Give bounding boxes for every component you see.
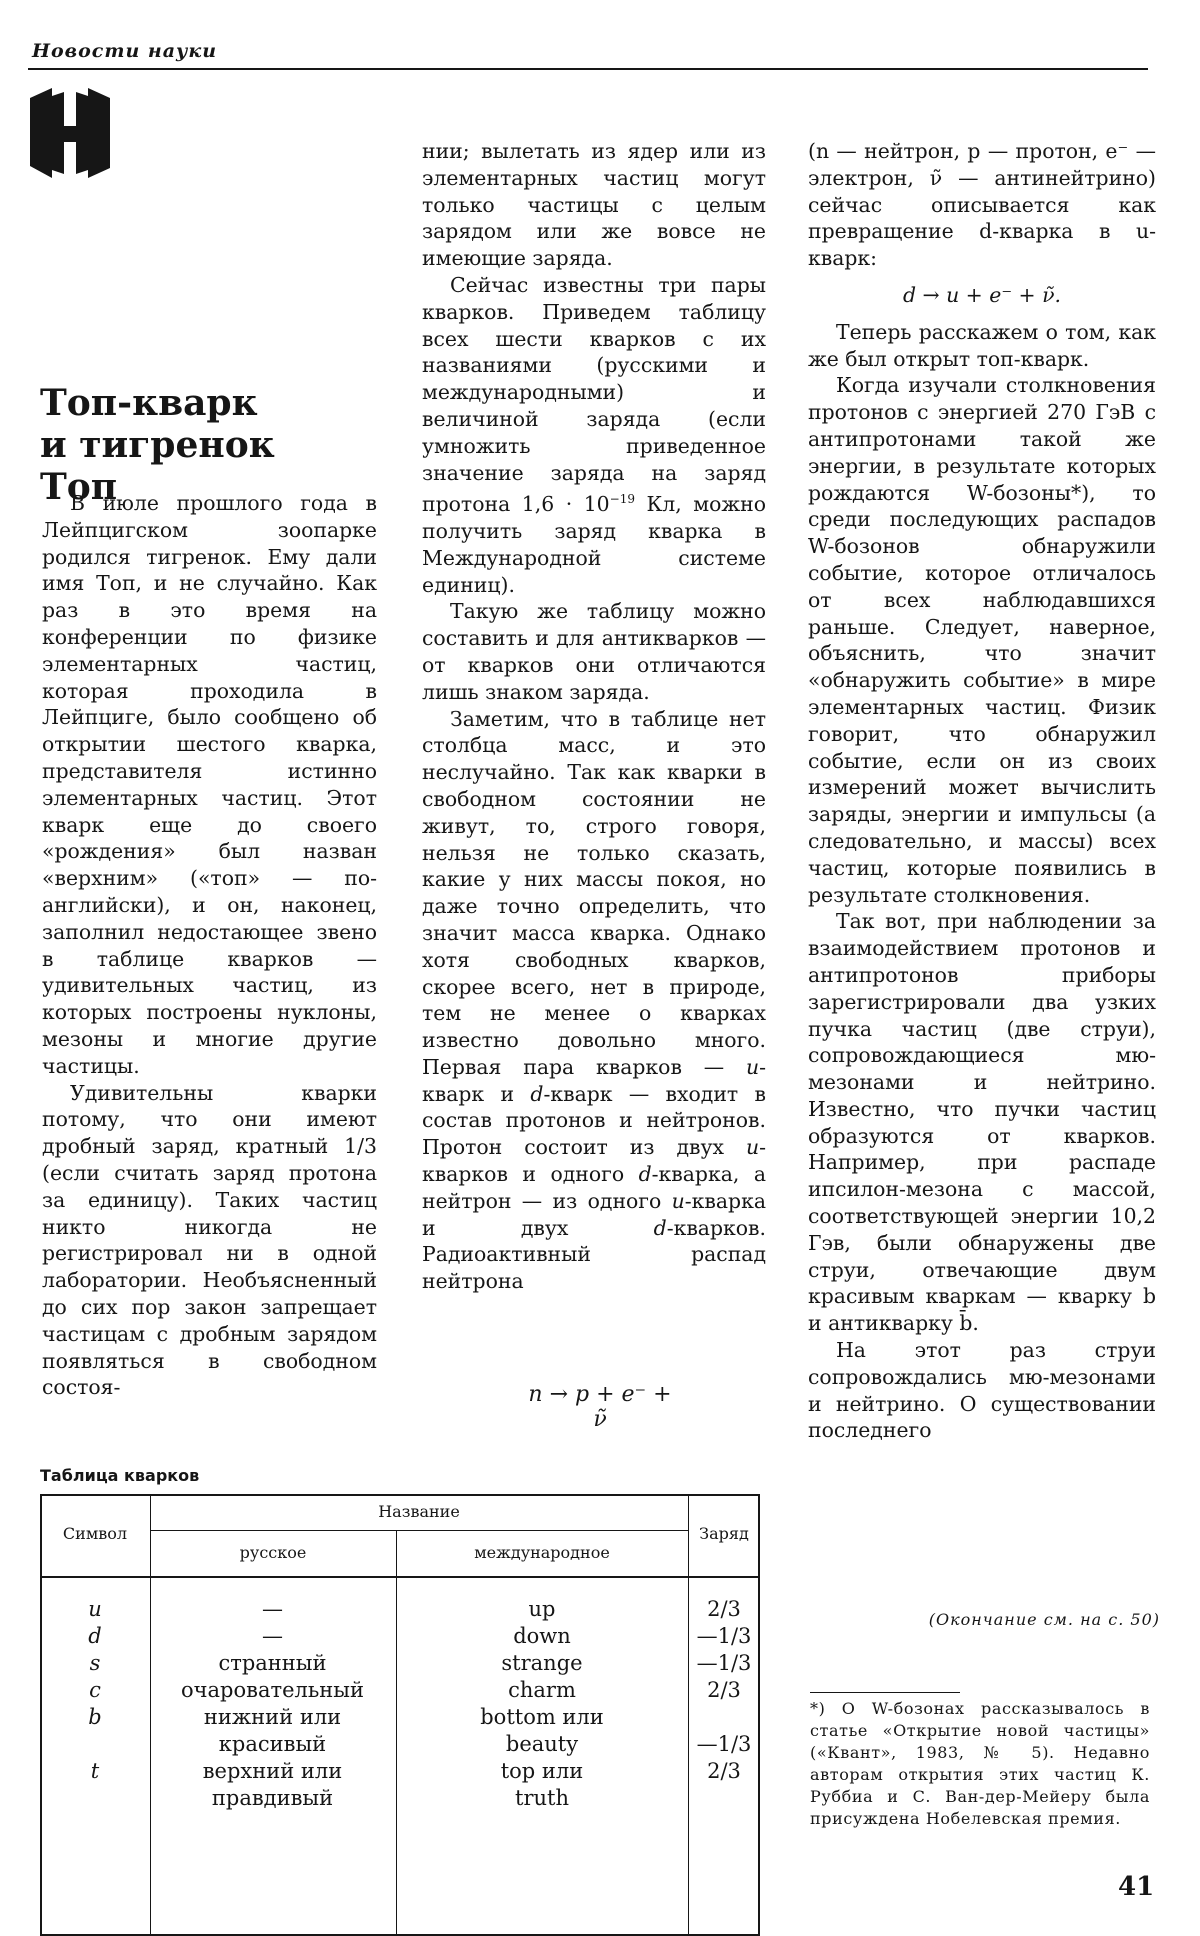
- neutron-decay-formula: n → p + e⁻ + ν̃: [528, 1382, 672, 1432]
- cell-international: charm: [508, 1678, 576, 1702]
- table-row: [40, 1731, 760, 1758]
- paragraph: В июле прошлого года в Лейпцигском зоопарке родился тигренок. Ему дали имя Топ, и не случайно. Как раз в это время на конференции по физике элементарных частиц, которая проходила в Лейпциге, было сообщено об открытии шестого кварка, представителя истинно элементарных частиц. Этот кварк еще до своего «рождения» был назван «верхним» («топ» — по-английски), и он, наконец, заполнил недостающее звено в таблице кварков — удивительных частиц, из которых построены нуклоны, мезоны и многие другие частицы.: [42, 491, 377, 1078]
- paragraph-text: -кварков и одного: [422, 1135, 766, 1187]
- table-border-top: [40, 1494, 760, 1496]
- cell-charge: —1/3: [696, 1624, 752, 1648]
- section-header: Новости науки: [32, 40, 218, 62]
- cell-symbol: u: [88, 1597, 102, 1621]
- table-header-rule: [40, 1576, 760, 1578]
- paragraph: (n — нейтрон, p — протон, e⁻ — электрон, ν̃ — антинейтрино) сейчас описывается как превращение d-кварка в u-кварк:: [808, 139, 1156, 271]
- header-international: международное: [474, 1543, 610, 1562]
- quark-symbol: u: [671, 1188, 685, 1213]
- paragraph: Когда изучали столкновения протонов с энергией 270 ГэВ с антипротонами такой же энергии, в результате которых рождаются W-бозоны*), то среди последующих распадов W-бозонов обнаружили событие, которое отличалось от всех наблюдавшихся раньше. Следует, наверное, объяснить, что значит «обнаружить событие» в мире элементарных частиц. Физик говорит, что обнаружил событие, если он из своих измерений может вычислить заряды, энергии и импульсы (а следовательно, и массы) всех частиц, которые появились в результате столкновения.: [808, 373, 1156, 907]
- table-row: [40, 1704, 760, 1731]
- article-title-line-2: и тигренок Топ: [40, 424, 275, 508]
- paragraph: [422, 272, 766, 598]
- quark-symbol: d: [638, 1162, 652, 1187]
- quark-symbol: d: [530, 1081, 544, 1106]
- page-number: 41: [1118, 1872, 1155, 1902]
- paragraph: На этот раз струи сопровождались мю-мезонами и нейтрино. О существовании последнего: [808, 1338, 1156, 1443]
- quark-table: [40, 1494, 760, 1936]
- quark-decay-formula: d → u + e⁻ + ν̃.: [902, 282, 1062, 307]
- cell-symbol: d: [88, 1624, 102, 1648]
- table-subheader-rule: [150, 1530, 688, 1531]
- paragraph-text: -кварка и двух: [422, 1188, 766, 1240]
- footnote-rule: [810, 1692, 960, 1693]
- cell-russian: —: [262, 1624, 283, 1648]
- cell-charge: 2/3: [707, 1597, 741, 1621]
- header-rule: [28, 68, 1148, 70]
- cell-international: down: [513, 1624, 571, 1648]
- paragraph: Теперь расскажем о том, как же был открыт топ-кварк.: [808, 319, 1156, 371]
- cell-international: truth: [515, 1786, 569, 1810]
- paragraph: нии; вылетать из ядер или из элементарных частиц могут только частицы с целым зарядом или же вовсе не имеющие заряда.: [422, 139, 766, 271]
- cell-russian: очаровательный: [180, 1678, 364, 1702]
- table-row: [40, 1623, 760, 1650]
- table-caption: Таблица кварков: [40, 1466, 200, 1485]
- cell-international: bottom или: [480, 1705, 604, 1729]
- paragraph-text: -кварка, а нейтрон — из одного: [422, 1162, 766, 1213]
- paragraph-text: -кварков. Радиоактивный распад нейтрона: [422, 1215, 766, 1294]
- quark-symbol: d: [653, 1215, 667, 1240]
- header-symbol: Символ: [62, 1524, 128, 1543]
- table-row: [40, 1677, 760, 1704]
- paragraph-text: -кварк и: [422, 1054, 766, 1106]
- exponent: −19: [609, 492, 635, 507]
- table-row: [40, 1596, 760, 1623]
- cell-russian: правдивый: [211, 1786, 334, 1810]
- cell-symbol: s: [89, 1651, 101, 1675]
- paragraph-text: Сейчас известны три пары кварков. Приведем таблицу всех шести кварков с их названиями (русскими и международными) и величиной заряда (если умножить приведенное значение заряда на заряд протона 1,6 · 10: [422, 272, 766, 517]
- section-logo-icon: [30, 88, 110, 178]
- cell-international: top или: [500, 1759, 584, 1783]
- article-column-3: [808, 138, 1156, 1444]
- cell-russian: красивый: [218, 1732, 327, 1756]
- cell-symbol: t: [90, 1759, 100, 1783]
- section-logo: [30, 88, 110, 178]
- paragraph-text: -кварк — входит в состав протонов и нейтронов. Протон состоит из двух: [422, 1081, 766, 1160]
- paragraph: Удивительны кварки потому, что они имеют дробный заряд, кратный 1/3 (если считать заряд протона за единицу). Таких частиц никто никогда не регистрировал ни в одной лаборатории. Необъясненный до сих пор закон запрещает частицам с дробным зарядом появляться в свободном состоя-: [42, 1080, 377, 1400]
- table-row: [40, 1650, 760, 1677]
- quark-symbol: u: [745, 1054, 760, 1079]
- cell-russian: нижний или: [203, 1705, 342, 1729]
- continuation-note: (Окончание см. на с. 50): [928, 1610, 1160, 1629]
- paragraph-text: Заметим, что в таблице нет столбца масс, и это неслучайно. Так как кварки в свободном состоянии не живут, то, строго говоря, нельзя не только сказать, какие у них массы покоя, но даже точно определить, что значит масса кварка. Однако хотя свободных кварков, скорее всего, нет в природе, тем не менее о кварках известно довольно много. Первая пара кварков —: [422, 706, 766, 1079]
- footnote: *) О W-бозонах рассказывалось в статье «Открытие новой частицы» («Квант», 1983, № 5). Недавно авторам открытия этих частиц К. Руббиа и С. Ван-дер-Мейеру была присуждена Нобелевская премия.: [810, 1699, 1150, 1828]
- header-russian: русское: [239, 1543, 307, 1562]
- cell-symbol: c: [89, 1678, 101, 1702]
- article-title-line-1: Топ-кварк: [40, 382, 258, 424]
- paragraph: [422, 706, 766, 1296]
- paragraph: Так вот, при наблюдении за взаимодействием протонов и антипротонов приборы зарегистрировали два узких пучка частиц (две струи), сопровождающиеся мю-мезонами и нейтрино. Известно, что пучки частиц образуются от кварков. Например, при распаде ипсилон-мезона с массой, соответствующей энергии 10,2 Гэв, были обнаружены две струи, отвечающие двум красивым кваркам — кварку b и антикварку b̄.: [808, 909, 1156, 1336]
- cell-russian: верхний или: [202, 1759, 343, 1783]
- article-column-1: [42, 490, 377, 1401]
- cell-russian: странный: [218, 1651, 327, 1675]
- paragraph: Такую же таблицу можно составить и для антикварков — от кварков они отличаются лишь знаком заряда.: [422, 599, 766, 704]
- cell-international: strange: [501, 1651, 583, 1675]
- cell-international: up: [528, 1597, 556, 1621]
- quark-symbol: u: [745, 1135, 760, 1160]
- article-column-2: [422, 138, 766, 1295]
- cell-international: beauty: [505, 1732, 579, 1756]
- header-name: Название: [378, 1502, 460, 1521]
- cell-charge: —1/3: [696, 1651, 752, 1675]
- table-row: [40, 1758, 760, 1785]
- cell-charge: 2/3: [707, 1759, 741, 1783]
- cell-charge: —1/3: [696, 1732, 752, 1756]
- header-charge: Заряд: [699, 1524, 749, 1543]
- cell-russian: —: [262, 1597, 283, 1621]
- cell-symbol: b: [88, 1705, 102, 1729]
- paragraph-text: Кл, можно получить заряд кварка в Международной системе единиц).: [422, 492, 766, 597]
- cell-charge: 2/3: [707, 1678, 741, 1702]
- table-row: [40, 1785, 760, 1812]
